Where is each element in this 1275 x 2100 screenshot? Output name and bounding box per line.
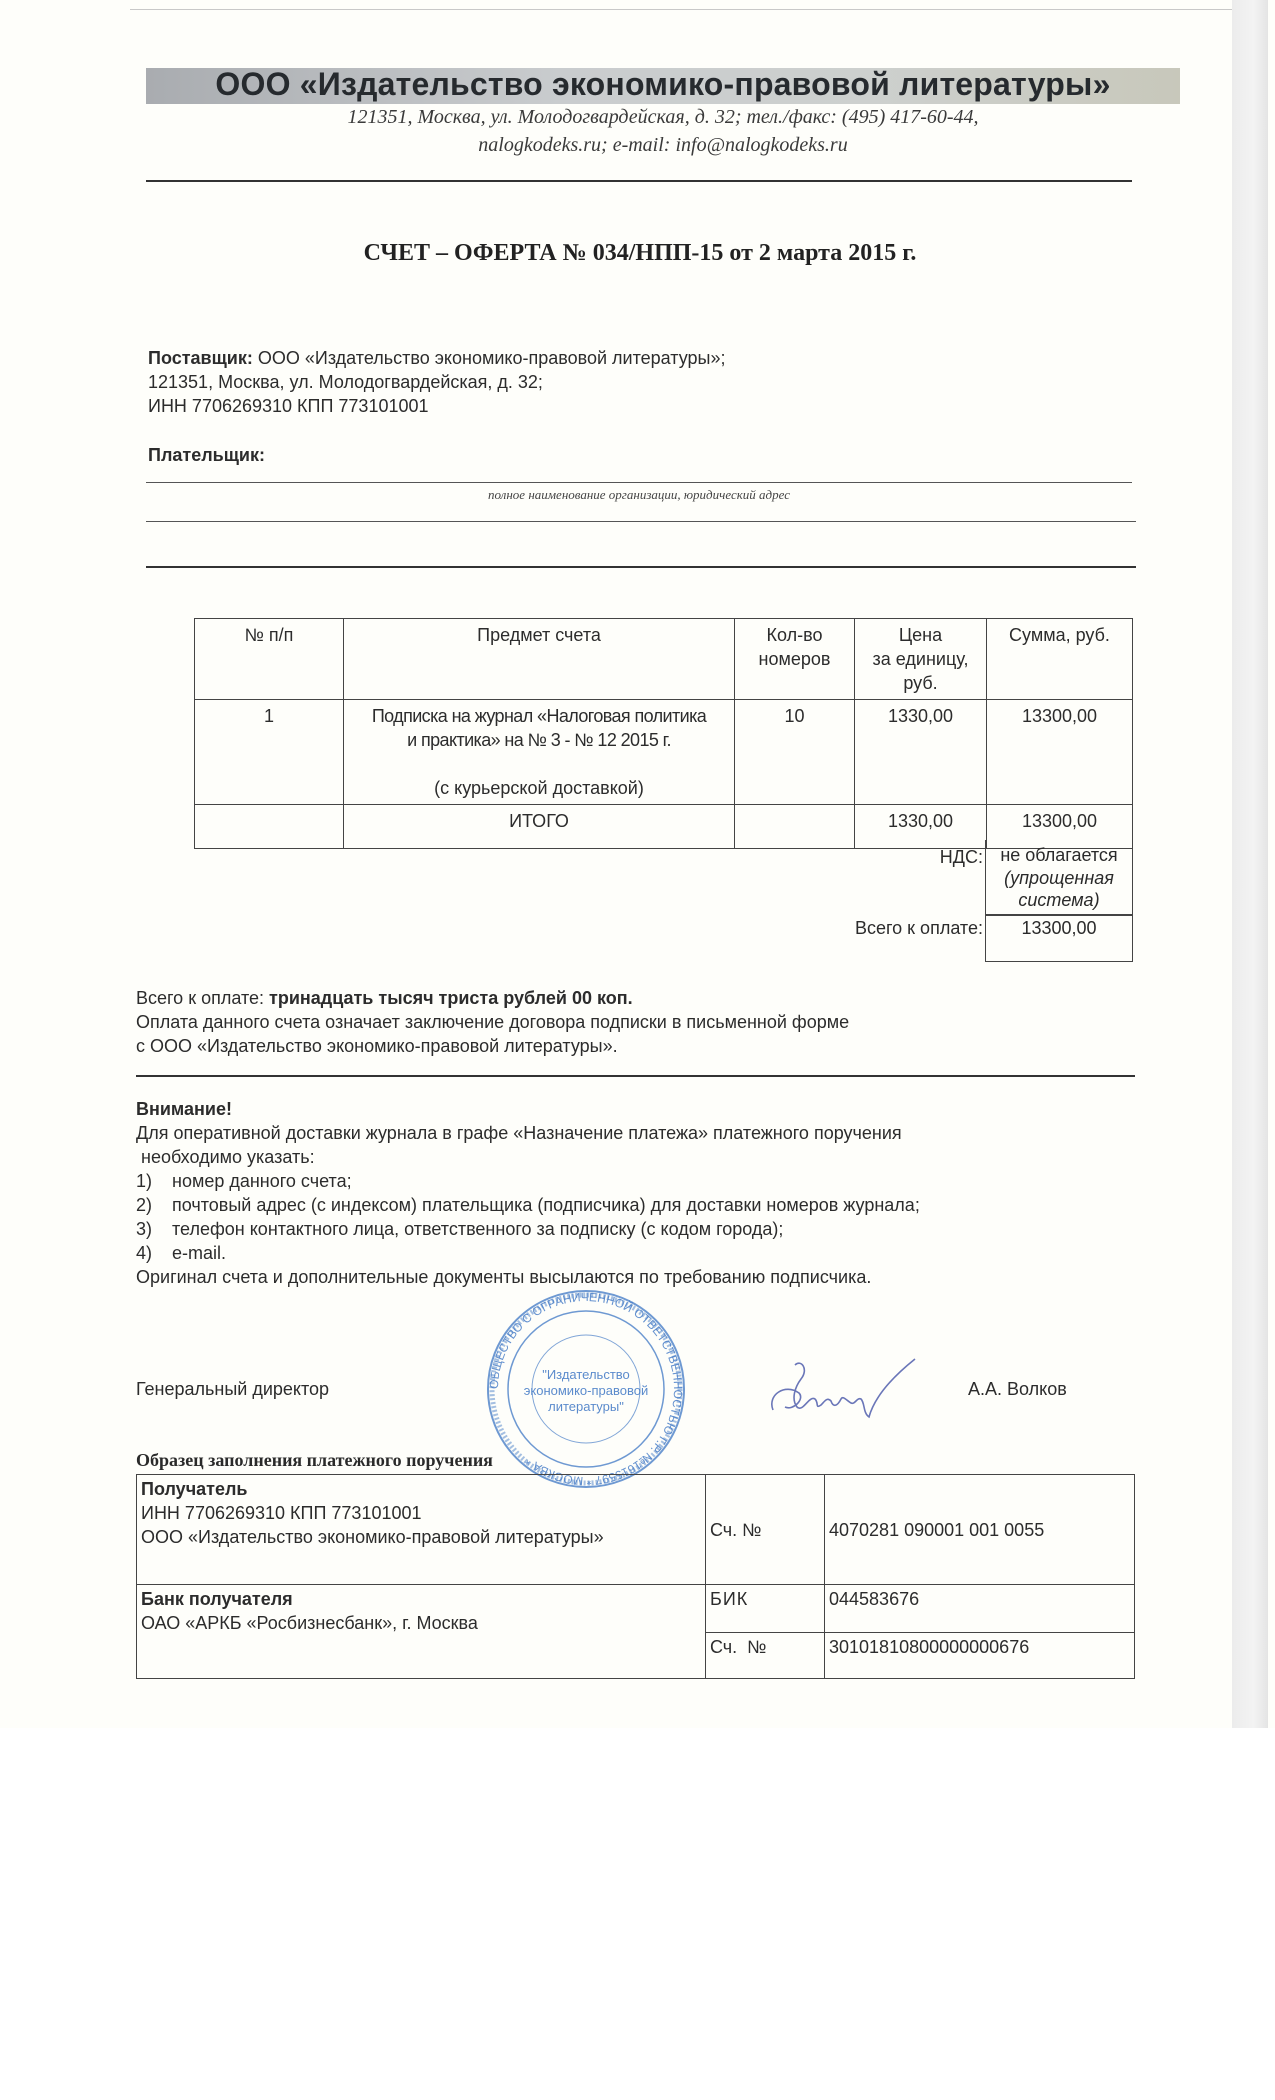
vat-note-1: (упрощенная [1004, 868, 1114, 888]
total-price: 1330,00 [855, 805, 987, 849]
supplier-label: Поставщик: [148, 348, 253, 368]
total-label: ИТОГО [344, 805, 735, 849]
list-item: 1) номер данного счета; [136, 1171, 352, 1191]
payer-section-divider [146, 566, 1136, 568]
col-header-sum: Сумма, руб. [987, 619, 1133, 700]
attention-intro-2: необходимо указать: [136, 1147, 315, 1167]
amount-in-words [136, 986, 633, 1010]
signatory-name: А.А. Волков [968, 1379, 1067, 1399]
recipient-cell [137, 1475, 706, 1585]
grand-total-value: 13300,00 [1021, 918, 1097, 938]
svg-text:"Издательство: "Издательство [542, 1367, 630, 1382]
list-item: 3) телефон контактного лица, ответственного за подписку (с кодом города); [136, 1219, 784, 1239]
col-header-qty: Кол-во номеров [735, 619, 855, 700]
list-item: 2) почтовый адрес (с индексом) плательщика (подписчика) для доставки номеров журнала; [136, 1195, 920, 1215]
corr-account-label: Сч. № [706, 1633, 825, 1679]
bank-name: ОАО «АРКБ «Росбизнесбанк», г. Москва [141, 1613, 478, 1633]
amount-in-words-value: тринадцать тысяч триста рублей 00 коп. [269, 988, 633, 1008]
row-sum: 13300,00 [987, 700, 1133, 805]
payer-name-line[interactable] [146, 482, 1132, 483]
supplier-address: 121351, Москва, ул. Молодогвардейская, д. 32; [148, 372, 543, 392]
row-num: 1 [195, 700, 344, 805]
amount-in-words-label: Всего к оплате: [136, 988, 270, 1008]
account-label: Сч. № [706, 1475, 825, 1585]
vat-box [985, 840, 1133, 916]
scan-top-edge [130, 9, 1232, 10]
signature-position: Генеральный директор [136, 1379, 330, 1399]
list-item: 4) e-mail. [136, 1243, 227, 1263]
supplier-inn-kpp: ИНН 7706269310 КПП 773101001 [148, 396, 429, 416]
vat-label: НДС: [939, 847, 983, 867]
attention-footer: Оригинал счета и дополнительные документы высылаются по требованию подписчика. [136, 1267, 872, 1287]
offer-text-1: Оплата данного счета означает заключение договора подписки в письменной форме [136, 1012, 850, 1032]
items-table [194, 618, 1133, 849]
attention-title: Внимание! [136, 1099, 232, 1119]
col-header-price: Цена за единицу, руб. [855, 619, 987, 700]
payment-sample-title: Образец заполнения платежного поручения [136, 1450, 493, 1470]
bik-value: 044583676 [825, 1585, 1135, 1633]
bank-label: Банк получателя [141, 1589, 293, 1609]
account-value: 4070281 090001 001 0055 [825, 1475, 1135, 1585]
recipient-name: ООО «Издательство экономико-правовой литературы» [141, 1527, 604, 1547]
company-name: ООО «Издательство экономико-правовой литературы» [215, 66, 1111, 102]
bik-label: БИК [706, 1585, 825, 1633]
col-header-subject: Предмет счета [344, 619, 735, 700]
svg-text:литературы": литературы" [548, 1399, 624, 1414]
recipient-label: Получатель [141, 1479, 248, 1499]
grand-total-box [985, 914, 1133, 962]
document-title: СЧЕТ – ОФЕРТА № 034/НПП-15 от 2 марта 2015 г. [363, 240, 917, 266]
bank-cell [137, 1585, 706, 1679]
row-price: 1330,00 [855, 700, 987, 805]
row-subject: Подписка на журнал «Налоговая политика и практика» на № 3 - № 12 2015 г. (с курьерской доставкой) [344, 700, 735, 805]
row-qty: 10 [735, 700, 855, 805]
company-contacts: nalogkodeks.ru; e-mail: info@nalogkodeks.ru [478, 134, 848, 156]
company-address: 121351, Москва, ул. Молодогвардейская, д. 32; тел./факс: (495) 417-60-44, [347, 106, 979, 128]
payer-address-line[interactable] [146, 521, 1136, 522]
total-sum: 13300,00 [987, 805, 1133, 849]
company-stamp-icon [466, 1289, 706, 1489]
payer-hint: полное наименование организации, юридический адрес [488, 487, 790, 502]
svg-text:экономико-правовой: экономико-правовой [523, 1383, 649, 1398]
table-row [195, 700, 1133, 805]
attention-intro-1: Для оперативной доставки журнала в графе «Назначение платежа» платежного поручения [136, 1123, 902, 1143]
header-divider [146, 180, 1132, 182]
col-header-num: № п/п [195, 619, 344, 700]
scan-edge-shadow [1232, 0, 1268, 1728]
offer-divider [136, 1075, 1135, 1077]
vat-note-2: система) [1018, 890, 1100, 910]
signature-icon [765, 1355, 965, 1425]
supplier-name: ООО «Издательство экономико-правовой литературы»; [252, 348, 726, 368]
recipient-row [137, 1475, 1135, 1585]
recipient-inn-kpp: ИНН 7706269310 КПП 773101001 [141, 1503, 422, 1523]
svg-text:ОБЩЕСТВО С ОГРАНИЧЕННОЙ ОТВЕТС: ОБЩЕСТВО С ОГРАНИЧЕННОЙ ОТВЕТСТВЕННОСТЬЮ Г.Р. №1615597 * МОСКВА * [486, 1289, 686, 1489]
payment-sample-table [136, 1474, 1135, 1679]
supplier-line [148, 346, 725, 370]
offer-text-2: с ООО «Издательство экономико-правовой литературы». [136, 1036, 618, 1056]
items-table-header [195, 619, 1133, 700]
grand-total-label: Всего к оплате: [854, 918, 983, 938]
bank-row [137, 1585, 1135, 1633]
payer-label: Плательщик: [148, 445, 265, 465]
corr-account-value: 30101810800000000676 [825, 1633, 1135, 1679]
vat-value: не облагается [1000, 845, 1118, 865]
attention-section [136, 1097, 1136, 1289]
